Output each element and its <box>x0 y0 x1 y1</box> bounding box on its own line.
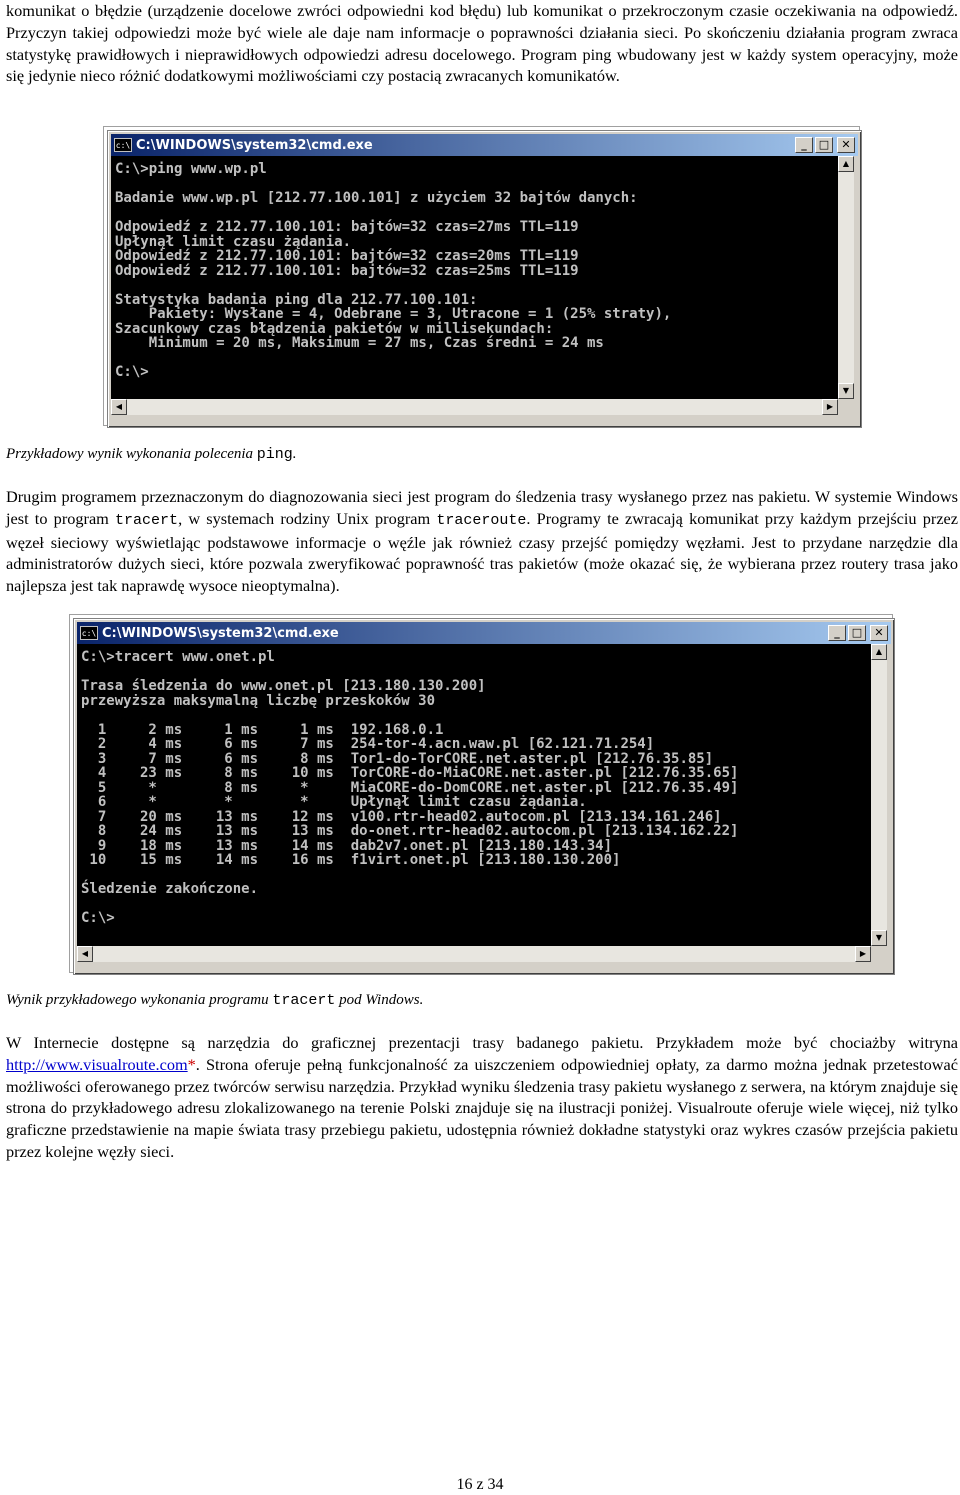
ping-code: ping <box>256 446 293 463</box>
scroll-corner <box>838 399 854 415</box>
ping-window-title: C:\WINDOWS\system32\cmd.exe <box>136 137 373 153</box>
page-number: 16 z 34 <box>456 1476 504 1493</box>
ping-titlebar <box>111 134 858 156</box>
ping-console-area <box>111 156 858 399</box>
scroll-down-icon[interactable]: ▼ <box>838 383 854 399</box>
cmd-icon: c:\ <box>80 626 98 640</box>
tracert-caption: Wynik przykładowego wykonania programu tracert pod Windows. <box>6 992 424 1009</box>
footnote-star: * <box>187 1054 196 1074</box>
intro-paragraph: komunikat o błędzie (urządzenie docelowe zwróci odpowiedni kod błędu) lub komunikat o przekroczonym czasie oczekiwania na odpowiedź. Przyczyn takiej odpowiedzi może być wiele ale daje nam informacje o poprawności działania sieci. Po skończeniu działania program zwraca statystykę prawidłowych i nieprawidłowych odpowiedzi adresu docelowego. Program ping wbudowany jest w każdy system operacyjny, może się jedynie nieco różnić dodatkowymi możliwościami czy postacią zwracanych komunikatów. <box>6 1 958 86</box>
ping-screenshot <box>103 126 860 426</box>
ping-console-window <box>107 130 862 428</box>
horizontal-scrollbar[interactable] <box>111 399 838 415</box>
tracert-console-output: C:\>tracert www.onet.pl Trasa śledzenia do www.onet.pl [213.180.130.200] przewyższa maksymalną liczbę przeskoków 30 1 2 ms 1 ms 1 ms 192.168.0.1 2 4 ms 6 ms 7 ms 254-tor-4.acn.waw.pl [62.121.71.254] 3 7 ms 6 ms 8 ms Tor1-do-TorCORE.net.aster.pl [212.76.35.85] 4 23 ms 8 ms 10 ms TorCORE-do-MiaCORE.net.aster.pl [212.76.35.65] 5 * 8 ms * MiaCORE-do-DomCORE.net.aster.pl [212.76.35.49] 6 * * * Upłynął limit czasu żądania. 7 20 ms 13 ms 12 ms v100.rtr-head02.autocom.pl [213.134.161.246] 8 24 ms 13 ms 13 ms do-onet.rtr-head02.autocom.pl [213.134.162.22] 9 18 ms 13 ms 14 ms dab2v7.onet.pl [213.180.143.34] 10 15 ms 14 ms 16 ms f1virt.onet.pl [213.180.130.200] Śledzenie zakończone. C:\> <box>77 644 871 946</box>
tracert-console-window <box>73 618 895 975</box>
close-button[interactable]: ✕ <box>837 137 855 153</box>
tracert-console-area <box>77 644 891 946</box>
horizontal-scrollbar[interactable] <box>77 946 871 962</box>
tracert-screenshot <box>69 614 893 973</box>
scroll-right-icon[interactable]: ▶ <box>822 399 838 415</box>
scroll-corner <box>871 946 887 962</box>
minimize-button[interactable]: _ <box>828 625 846 641</box>
scroll-left-icon[interactable]: ◀ <box>111 399 127 415</box>
scroll-up-icon[interactable]: ▲ <box>871 644 887 660</box>
cmd-icon: c:\ <box>114 138 132 152</box>
maximize-button[interactable]: □ <box>848 625 866 641</box>
scroll-up-icon[interactable]: ▲ <box>838 156 854 172</box>
traceroute-code: traceroute <box>436 511 527 529</box>
tracert-titlebar <box>77 622 891 644</box>
visualroute-paragraph: W Internecie dostępne są narzędzia do graficznej prezentacji trasy badanego pakietu. Przykładem może być chociażby witryna http://www.visualroute.com*. Strona oferuje pełną funkcjonalność za uiszczeniem odpowiedniej opłaty, za darmo można jednak przetestować możliwości oferowanego przez twórców serwisu narzędzia. Przykład wyniku śledzenia trasy pakietu wysłanego z serwera, na którym znajduje się strona do przykładowego adresu zlokalizowanego na terenie Polski znajduje się na ilustracji poniżej. Visualroute oferuje wiele więcej, niż tylko graficzne przedstawienie na mapie świata trasy przebiegu pakietu, udostępnia również dokładne statystyki oraz wykres czasów przejścia pakietu przez kolejne węzły sieci. <box>6 1033 958 1161</box>
scroll-right-icon[interactable]: ▶ <box>855 946 871 962</box>
vertical-scrollbar[interactable] <box>838 156 854 399</box>
maximize-button[interactable]: □ <box>815 137 833 153</box>
scroll-left-icon[interactable]: ◀ <box>77 946 93 962</box>
tracert-window-title: C:\WINDOWS\system32\cmd.exe <box>102 625 339 641</box>
tracert-code: tracert <box>115 511 179 529</box>
close-button[interactable]: ✕ <box>870 625 888 641</box>
ping-console-output: C:\>ping www.wp.pl Badanie www.wp.pl [212.77.100.101] z użyciem 32 bajtów danych: Odpowiedź z 212.77.100.101: bajtów=32 czas=27ms TTL=119 Upłynął limit czasu żądania. Odpowiedź z 212.77.100.101: bajtów=32 czas=20ms TTL=119 Odpowiedź z 212.77.100.101: bajtów=32 czas=25ms TTL=119 Statystyka badania ping dla 212.77.100.101: Pakiety: Wysłane = 4, Odebrane = 3, Utracone = 1 (25% straty), Szacunkowy czas błądzenia pakietów w millisekundach: Minimum = 20 ms, Maksimum = 27 ms, Czas średni = 24 ms C:\> <box>111 156 838 399</box>
minimize-button[interactable]: _ <box>795 137 813 153</box>
ping-caption: Przykładowy wynik wykonania polecenia ping. <box>6 446 297 463</box>
vertical-scrollbar[interactable] <box>871 644 887 946</box>
visualroute-link[interactable]: http://www.visualroute.com <box>6 1054 188 1074</box>
scroll-down-icon[interactable]: ▼ <box>871 930 887 946</box>
tracert-paragraph: Drugim programem przeznaczonym do diagnozowania sieci jest program do śledzenia trasy wysłanego przez nas pakietu. W systemie Windows jest to program tracert, w systemach rodziny Unix program traceroute. Programy te zwracają komunikat przy każdym przejściu przez węzeł sieciowy wyświetlając podstawowe informacje o węźle jak również czasy przejść pomiędzy węzłami. Jest to przydane narzędzie dla administratorów dużych sieci, które pozwala zweryfikować poprawność tras pakietów (może okazać się, że wybierana przez routery trasa jako najlepsza jest tak naprawdę wysoce nieoptymalna). <box>6 487 959 596</box>
tracert-caption-code: tracert <box>272 992 336 1009</box>
